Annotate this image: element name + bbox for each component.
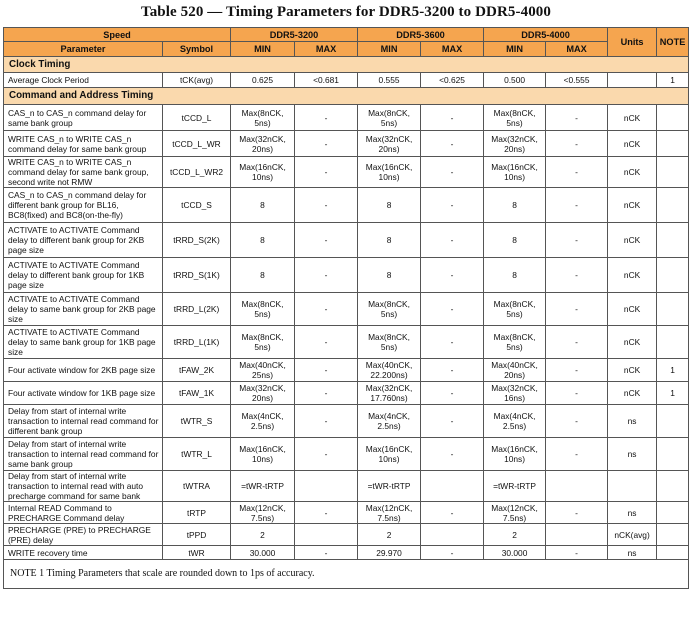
table-row [4,73,689,88]
parameter-cell: Delay from start of internal write transaction to internal read command for different bank group [4,405,163,438]
units-cell: nCK [608,293,657,326]
min-value-cell: Max(12nCK, 7.5ns) [484,502,546,524]
max-value-cell [546,524,608,546]
min-value-cell: Max(8nCK, 5ns) [231,326,295,359]
max-value-cell: - [421,438,484,471]
table-row [4,157,689,188]
min-value-cell: Max(16nCK, 10ns) [231,157,295,188]
symbol-cell: tCCD_L [163,105,231,131]
symbol-cell: tPPD [163,524,231,546]
max-value-cell: <0.625 [421,73,484,88]
max-value-cell [295,471,358,502]
units-cell: nCK [608,359,657,382]
speed-header: Speed [4,28,231,42]
table-body [4,57,689,560]
min-value-cell: 8 [358,258,421,293]
min-value-cell: 0.500 [484,73,546,88]
parameter-cell: WRITE CAS_n to WRITE CAS_n command delay for same bank group [4,131,163,157]
max-value-cell: <0.681 [295,73,358,88]
min-value-cell: =tWR-tRTP [358,471,421,502]
max-value-cell: - [295,359,358,382]
min-value-cell: Max(32nCK, 16ns) [484,382,546,405]
section-title: Clock Timing [4,57,689,73]
table-header [4,28,689,57]
symbol-cell: tFAW_1K [163,382,231,405]
max-value-cell [546,471,608,502]
min-value-cell: 0.625 [231,73,295,88]
max-value-cell: - [295,105,358,131]
symbol-cell: tWTRA [163,471,231,502]
max-value-cell: - [546,223,608,258]
table-row [4,326,689,359]
max-value-cell: - [421,293,484,326]
min-value-cell: Max(4nCK, 2.5ns) [358,405,421,438]
min-value-cell: Max(40nCK, 22.200ns) [358,359,421,382]
parameter-cell: Internal READ Command to PRECHARGE Command delay [4,502,163,524]
note-cell [657,546,689,560]
table-row [4,405,689,438]
max-value-cell: - [295,131,358,157]
min-value-cell: 8 [231,188,295,223]
min-value-cell: Max(8nCK, 5ns) [484,105,546,131]
note-cell: 1 [657,359,689,382]
max-value-cell: - [421,258,484,293]
min-value-cell: 8 [231,258,295,293]
min-value-cell: 8 [358,188,421,223]
min-value-cell: Max(16nCK, 10ns) [358,157,421,188]
units-cell: nCK [608,157,657,188]
symbol-cell: tWTR_S [163,405,231,438]
min-value-cell: Max(8nCK, 5ns) [231,105,295,131]
grade-header-ddr5-3200: DDR5-3200 [231,28,358,42]
table-row [4,258,689,293]
max-value-cell: - [546,105,608,131]
min-value-cell: Max(8nCK, 5ns) [231,293,295,326]
max-value-cell: - [421,223,484,258]
min-value-cell: Max(32nCK, 17.760ns) [358,382,421,405]
max-value-cell: - [421,405,484,438]
timing-parameters-table [3,27,689,589]
note-cell [657,223,689,258]
max-value-cell: - [421,131,484,157]
min-value-cell: 8 [358,223,421,258]
min-value-cell: 8 [484,258,546,293]
min-value-cell: Max(16nCK, 10ns) [484,438,546,471]
symbol-cell: tRRD_S(1K) [163,258,231,293]
max-value-cell [421,471,484,502]
max-value-cell: - [421,382,484,405]
min-value-cell: Max(40nCK, 25ns) [231,359,295,382]
parameter-cell: CAS_n to CAS_n command delay for same bank group [4,105,163,131]
table-row [4,502,689,524]
max-value-cell: - [421,188,484,223]
note-cell [657,157,689,188]
units-cell: ns [608,438,657,471]
note-cell [657,293,689,326]
min-value-cell: Max(32nCK, 20ns) [231,131,295,157]
max-value-cell [421,524,484,546]
max-value-cell: - [546,382,608,405]
table-row [4,382,689,405]
min-value-cell: 0.555 [358,73,421,88]
parameter-header: Parameter [4,42,163,57]
max-value-cell: - [546,293,608,326]
max-value-cell: - [546,258,608,293]
note-cell [657,524,689,546]
max-value-cell: - [295,258,358,293]
note-cell [657,131,689,157]
min-value-cell: Max(8nCK, 5ns) [358,326,421,359]
max-value-cell: - [295,326,358,359]
symbol-cell: tRRD_L(1K) [163,326,231,359]
note-cell: 1 [657,382,689,405]
min-value-cell: Max(4nCK, 2.5ns) [231,405,295,438]
max-value-cell: - [421,546,484,560]
max-header: MAX [421,42,484,57]
min-value-cell: =tWR-tRTP [484,471,546,502]
units-cell: nCK [608,105,657,131]
symbol-cell: tWTR_L [163,438,231,471]
symbol-cell: tWR [163,546,231,560]
note-cell [657,471,689,502]
parameter-cell: Average Clock Period [4,73,163,88]
max-value-cell: - [546,157,608,188]
min-value-cell: Max(32nCK, 20ns) [358,131,421,157]
units-cell: ns [608,546,657,560]
parameter-cell: PRECHARGE (PRE) to PRECHARGE (PRE) delay [4,524,163,546]
table-row [4,471,689,502]
min-value-cell: Max(16nCK, 10ns) [484,157,546,188]
max-value-cell: - [421,359,484,382]
parameter-cell: Delay from start of internal write transaction to internal read with auto precharge command for same bank [4,471,163,502]
section-row [4,88,689,105]
max-value-cell: - [546,405,608,438]
table-row [4,438,689,471]
symbol-cell: tFAW_2K [163,359,231,382]
min-value-cell: Max(12nCK, 7.5ns) [231,502,295,524]
note-cell [657,105,689,131]
max-value-cell: - [295,502,358,524]
min-header: MIN [358,42,421,57]
max-value-cell: - [421,105,484,131]
table-row [4,223,689,258]
symbol-header: Symbol [163,42,231,57]
note-cell [657,502,689,524]
min-value-cell: 29.970 [358,546,421,560]
max-value-cell: - [295,223,358,258]
max-value-cell: - [295,546,358,560]
table-row [4,105,689,131]
max-value-cell: - [546,188,608,223]
max-value-cell: - [546,131,608,157]
parameter-cell: ACTIVATE to ACTIVATE Command delay to same bank group for 2KB page size [4,293,163,326]
min-value-cell: 2 [358,524,421,546]
min-value-cell: Max(8nCK, 5ns) [484,293,546,326]
symbol-cell: tCCD_L_WR2 [163,157,231,188]
max-value-cell: - [546,359,608,382]
units-cell: nCK [608,382,657,405]
max-value-cell: - [295,293,358,326]
min-value-cell: Max(8nCK, 5ns) [484,326,546,359]
max-value-cell: - [295,382,358,405]
units-cell: nCK [608,326,657,359]
min-value-cell: Max(12nCK, 7.5ns) [358,502,421,524]
parameter-cell: CAS_n to CAS_n command delay for different bank group for BL16, BC8(fixed) and BC8(on-the-fly) [4,188,163,223]
parameter-cell: Four activate window for 1KB page size [4,382,163,405]
note-cell [657,405,689,438]
symbol-cell: tRRD_S(2K) [163,223,231,258]
note-cell [657,438,689,471]
parameter-cell: Four activate window for 2KB page size [4,359,163,382]
units-cell: nCK [608,188,657,223]
min-value-cell: Max(40nCK, 20ns) [484,359,546,382]
min-value-cell: =tWR-tRTP [231,471,295,502]
max-value-cell: - [421,157,484,188]
table-row [4,131,689,157]
max-value-cell [295,524,358,546]
min-value-cell: Max(16nCK, 10ns) [358,438,421,471]
max-value-cell: - [546,326,608,359]
min-value-cell: Max(4nCK, 2.5ns) [484,405,546,438]
note-header: NOTE [657,28,689,57]
min-value-cell: Max(8nCK, 5ns) [358,105,421,131]
parameter-cell: ACTIVATE to ACTIVATE Command delay to different bank group for 2KB page size [4,223,163,258]
table-row [4,524,689,546]
table-row [4,359,689,382]
parameter-cell: ACTIVATE to ACTIVATE Command delay to different bank group for 1KB page size [4,258,163,293]
note-cell [657,326,689,359]
max-header: MAX [295,42,358,57]
min-header: MIN [484,42,546,57]
min-header: MIN [231,42,295,57]
symbol-cell: tCCD_S [163,188,231,223]
units-cell: nCK [608,223,657,258]
symbol-cell: tCCD_L_WR [163,131,231,157]
units-cell: ns [608,405,657,438]
note-cell [657,188,689,223]
min-value-cell: 2 [231,524,295,546]
units-header: Units [608,28,657,57]
min-value-cell: Max(8nCK, 5ns) [358,293,421,326]
grade-header-ddr5-3600: DDR5-3600 [358,28,484,42]
min-value-cell: 8 [231,223,295,258]
units-cell: nCK [608,258,657,293]
table-row [4,546,689,560]
max-header: MAX [546,42,608,57]
min-value-cell: 30.000 [484,546,546,560]
min-value-cell: 30.000 [231,546,295,560]
max-value-cell: - [295,188,358,223]
units-cell: ns [608,502,657,524]
units-cell [608,73,657,88]
min-value-cell: 8 [484,188,546,223]
parameter-cell: Delay from start of internal write transaction to internal read command for same bank group [4,438,163,471]
min-value-cell: 2 [484,524,546,546]
section-row [4,57,689,73]
parameter-cell: ACTIVATE to ACTIVATE Command delay to same bank group for 1KB page size [4,326,163,359]
max-value-cell: - [546,502,608,524]
note-cell [657,258,689,293]
grade-header-ddr5-4000: DDR5-4000 [484,28,608,42]
max-value-cell: - [295,405,358,438]
parameter-cell: WRITE CAS_n to WRITE CAS_n command delay for same bank group, second write not RMW [4,157,163,188]
min-value-cell: 8 [484,223,546,258]
section-title: Command and Address Timing [4,88,689,105]
max-value-cell: - [421,326,484,359]
symbol-cell: tRTP [163,502,231,524]
min-value-cell: Max(16nCK, 10ns) [231,438,295,471]
table-title: Table 520 — Timing Parameters for DDR5-3200 to DDR5-4000 [140,4,551,20]
min-value-cell: Max(32nCK, 20ns) [484,131,546,157]
min-value-cell: Max(32nCK, 20ns) [231,382,295,405]
max-value-cell: - [295,438,358,471]
symbol-cell: tRRD_L(2K) [163,293,231,326]
max-value-cell: <0.555 [546,73,608,88]
footnote: NOTE 1 Timing Parameters that scale are rounded down to 1ps of accuracy. [4,560,689,589]
max-value-cell: - [546,438,608,471]
max-value-cell: - [295,157,358,188]
table-row [4,188,689,223]
max-value-cell: - [421,502,484,524]
units-cell [608,471,657,502]
units-cell: nCK(avg) [608,524,657,546]
units-cell: nCK [608,131,657,157]
symbol-cell: tCK(avg) [163,73,231,88]
max-value-cell: - [546,546,608,560]
table-row [4,293,689,326]
note-cell: 1 [657,73,689,88]
parameter-cell: WRITE recovery time [4,546,163,560]
